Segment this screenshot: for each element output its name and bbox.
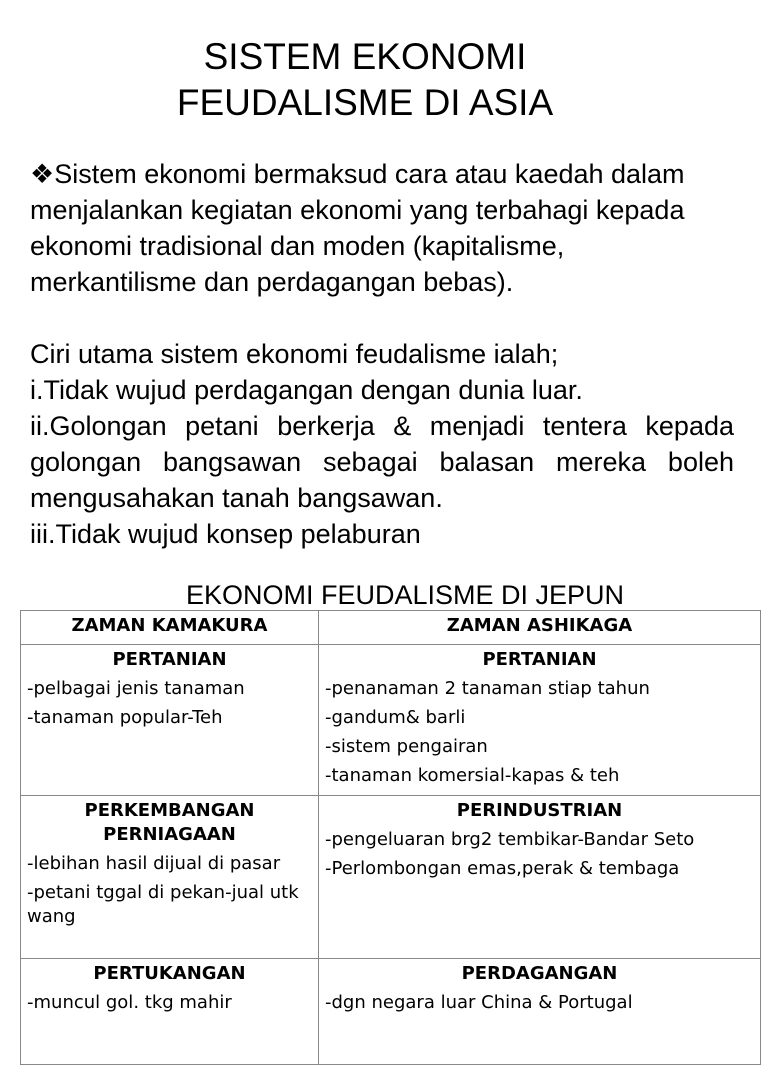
- cell-title: PERTANIAN: [482, 649, 597, 670]
- table-cell: [319, 796, 761, 959]
- cell-item: -pelbagai jenis tanaman: [27, 678, 245, 699]
- body-text: [30, 156, 734, 576]
- feature-item-1: [30, 372, 734, 408]
- cell-item: -lebihan hasil dijual di pasar: [27, 853, 281, 874]
- title-line-2: FEUDALISME DI ASIA: [176, 82, 554, 123]
- feature-text: Tidak wujud perdagangan dengan dunia luar.: [43, 375, 583, 405]
- feature-number: ii.: [30, 411, 50, 441]
- cell-title: PERINDUSTRIAN: [456, 800, 623, 821]
- cell-item: -tanaman komersial-kapas & teh: [325, 765, 620, 786]
- table-cell: [21, 959, 319, 1065]
- cell-title: PERTUKANGAN: [93, 963, 246, 984]
- cell-title: PERDAGANGAN: [461, 963, 618, 984]
- cell-item: -Perlombongan emas,perak & tembaga: [325, 858, 680, 879]
- cell-item: -pengeluaran brg2 tembikar-Bandar Seto: [325, 829, 695, 850]
- cell-title: PERKEMBANGAN PERNIAGAAN: [84, 800, 255, 845]
- features-heading: Ciri utama sistem ekonomi feudalisme ialah;: [30, 339, 559, 369]
- cell-title: PERTANIAN: [112, 649, 227, 670]
- cell-item: -muncul gol. tkg mahir: [27, 992, 232, 1013]
- intro-paragraph: [30, 156, 734, 300]
- title-line-1: SISTEM EKONOMI: [203, 36, 527, 77]
- cell-item: -sistem pengairan: [325, 736, 488, 757]
- cell-item: -penanaman 2 tanaman stiap tahun: [325, 678, 650, 699]
- diamond-bullet-icon: ❖: [30, 159, 55, 189]
- cell-item: -petani tggal di pekan-jual utk wang: [27, 882, 299, 927]
- feature-item-2: [30, 408, 734, 516]
- feature-number: i.: [30, 375, 44, 405]
- feature-number: iii.: [30, 519, 56, 549]
- table-row: [21, 959, 761, 1065]
- header-ashikaga: ZAMAN ASHIKAGA: [319, 611, 761, 645]
- intro-text: Sistem ekonomi bermaksud cara atau kaedah dalam menjalankan kegiatan ekonomi yang terbahagi kepada ekonomi tradisional dan moden (kapitalisme, merkantilisme dan perdagangan bebas).: [30, 159, 685, 297]
- cell-item: -dgn negara luar China & Portugal: [325, 992, 633, 1013]
- table-row: [21, 796, 761, 959]
- feature-item-3: [30, 516, 734, 552]
- page-title: [0, 34, 730, 126]
- feature-text: Golongan petani berkerja & menjadi tentera kepada golongan bangsawan sebagai balasan mereka boleh mengusahakan tanah bangsawan.: [30, 411, 734, 513]
- section-subtitle: EKONOMI FEUDALISME DI JEPUN: [185, 580, 625, 608]
- table-cell: [319, 645, 761, 796]
- table-cell: [21, 796, 319, 959]
- table-cell: [319, 959, 761, 1065]
- table-cell: [21, 645, 319, 796]
- header-kamakura: ZAMAN KAMAKURA: [21, 611, 319, 645]
- feature-text: Tidak wujud konsep pelaburan: [55, 519, 421, 549]
- comparison-table: [20, 610, 761, 1065]
- cell-item: -tanaman popular-Teh: [27, 707, 223, 728]
- cell-item: -gandum& barli: [325, 707, 466, 728]
- table-header-row: [21, 611, 761, 645]
- table-row: [21, 645, 761, 796]
